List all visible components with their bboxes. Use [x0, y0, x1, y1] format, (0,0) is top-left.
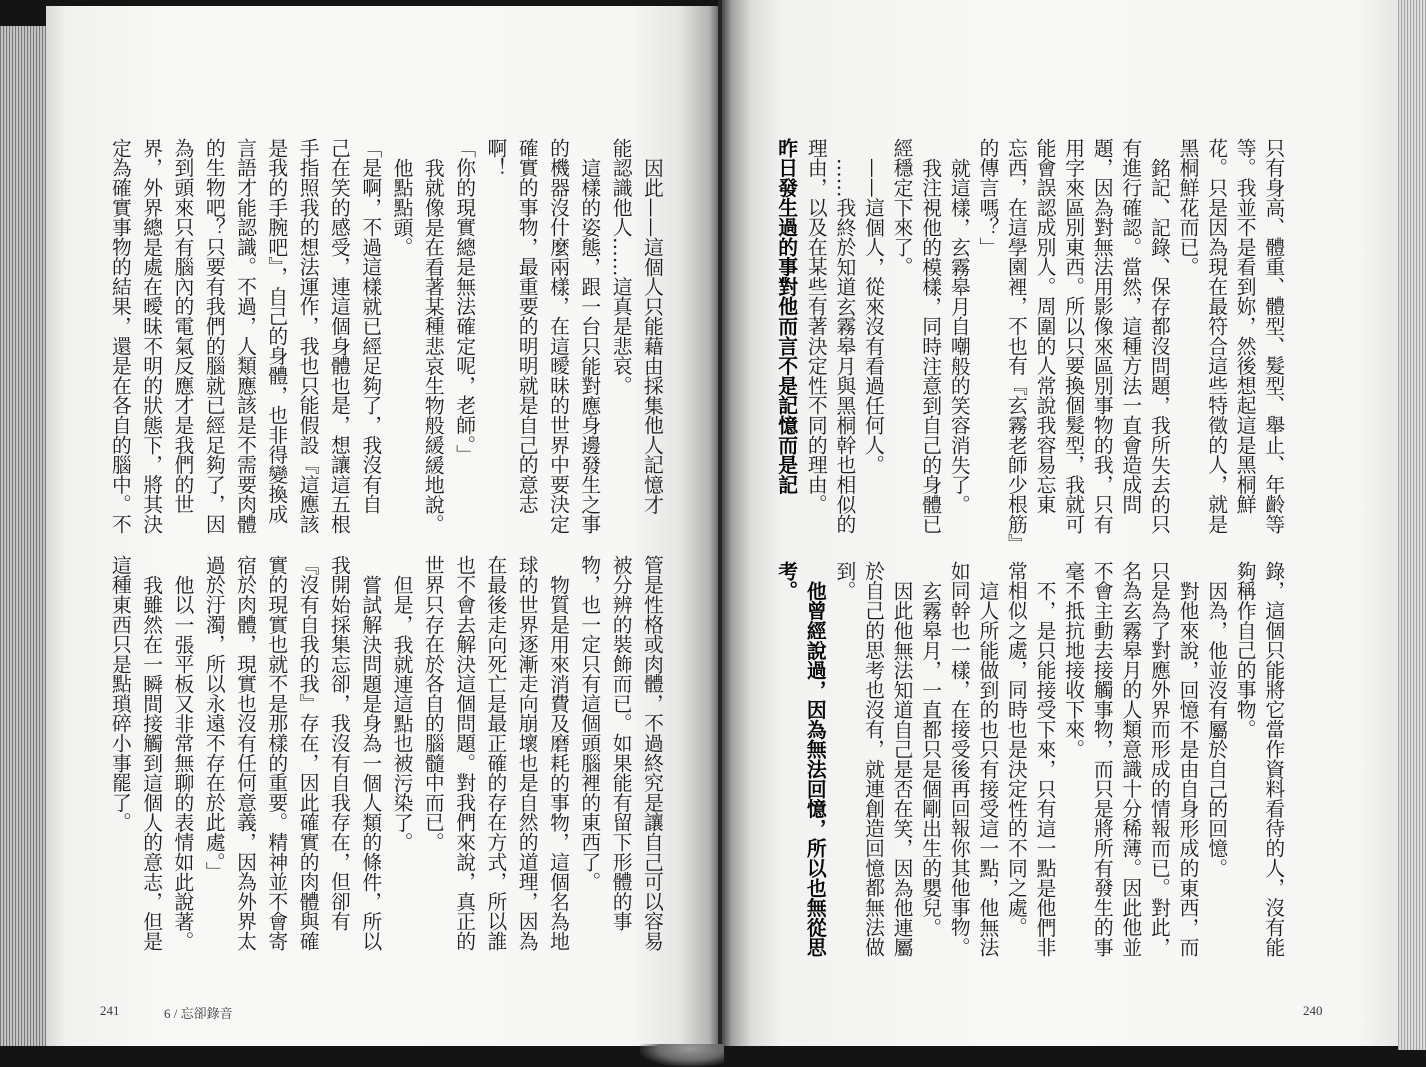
- text-column: 題，因為對無法用影像來區別事物的我，只有: [1090, 138, 1114, 534]
- text-column: 過於汙濁，所以永遠不存在於此處。」: [202, 555, 226, 882]
- text-column: 我開始採集忘卻，我沒有自我存在，但卻有: [327, 555, 351, 932]
- text-column: 嘗試解決問題是身為一個人類的條件，所以: [358, 574, 382, 951]
- text-column: 手指照我的想法運作，我也只能假設『這應該: [296, 138, 320, 534]
- text-column: 他點點頭。: [390, 157, 414, 257]
- text-column: 黑桐鮮花而已。: [1176, 138, 1200, 277]
- text-column: 「是啊，不過這樣就已經足夠了，我沒有自: [358, 138, 382, 515]
- text-column: 到。: [832, 561, 856, 601]
- right-page: [721, 0, 1398, 1046]
- text-column: 忘西，在這學園裡，不也有『玄霧老師少根筋』: [1004, 138, 1028, 554]
- text-column: 這種東西只是點瑣碎小事罷了。: [108, 555, 132, 833]
- text-column: 管是性格或肉體，不過終究是讓自己可以容易: [640, 555, 664, 951]
- text-column: 昨日發生過的事對他而言不是記憶而是記: [774, 138, 799, 495]
- page-number: 240: [1303, 1003, 1323, 1018]
- text-column: ——這個人，從來沒有看過任何人。: [861, 157, 885, 475]
- text-column: 不會主動去接觸事物，而只是將所有發生的事: [1090, 561, 1114, 957]
- left-page: [46, 6, 720, 1046]
- text-column: 物質是用來消費及磨耗的事物，這個名為地: [546, 574, 570, 951]
- text-column: 考。: [774, 561, 799, 601]
- text-column: 如同幹也一樣，在接受後再回報你其他事物。: [947, 561, 971, 957]
- text-column: 定為確實事物的結果，還是在各自的腦中。不: [108, 138, 132, 534]
- text-column: 確實的事物，最重要的明明就是自己的意志: [515, 138, 539, 515]
- text-column: 因為，他並沒有屬於自己的回憶。: [1204, 580, 1228, 878]
- text-column: 也不會去解決這個問題。對我們來說，真正的: [452, 555, 476, 951]
- text-column: 常相似之處，同時也是決定性的不同之處。: [1004, 561, 1028, 938]
- text-column: 「你的現實總是無法確定呢，老師。」: [452, 138, 476, 465]
- lower-tier: [104, 555, 667, 985]
- text-column: 夠稱作自己的事物。: [1233, 561, 1257, 740]
- text-column: 物，也一定只有這個頭腦裡的東西了。: [577, 555, 601, 892]
- text-column: 啊！: [483, 138, 507, 178]
- text-column: 被分辨的裝飾而已。如果能有留下形體的事: [609, 555, 633, 932]
- text-column: 有進行確認。當然，這種方法一直會造成問: [1118, 138, 1142, 515]
- text-column: 在最後走向死亡是最正確的存在方式，所以誰: [483, 555, 507, 951]
- text-column: 的傳言嗎？」: [975, 138, 999, 257]
- text-column: 等。我並不是看到妳，然後想起這是黑桐鮮: [1233, 138, 1257, 515]
- text-column: 對他來說，回憶不是由自身形成的東西，而: [1176, 580, 1200, 957]
- text-column: 名為玄霧皋月的人類意識十分稀薄。因此他並: [1118, 561, 1142, 957]
- text-column: 這樣的姿態，跟一台只能對應身邊發生之事: [577, 157, 601, 534]
- text-column: 錄，這個只能將它當作資料看待的人，沒有能: [1261, 561, 1285, 957]
- text-column: 只有身高、體重、體型、髮型、舉止、年齡等: [1261, 138, 1285, 534]
- text-column: ……我終於知道玄霧皋月與黑桐幹也相似的: [832, 157, 856, 534]
- lower-tier: [772, 561, 1287, 991]
- text-column: 為到頭來只有腦內的電氣反應才是我們的世: [170, 138, 194, 515]
- page-stack-edge-right: [1398, 0, 1426, 1050]
- text-column: 球的世界逐漸走向崩壞也是自然的道理，因為: [515, 555, 539, 951]
- text-column: 花。只是因為現在最符合這些特徵的人，就是: [1204, 138, 1228, 534]
- gutter-shadow: [718, 0, 722, 1048]
- text-column: 『沒有自我的我』存在，因此確實的肉體與確: [296, 555, 320, 951]
- text-column: 銘記、記錄、保存都沒問題，我所失去的只: [1147, 157, 1171, 534]
- text-column: 界，外界總是處在曖昧不明的狀態下，將其決: [139, 138, 163, 534]
- text-column: 但是，我就連這點也被污染了。: [390, 574, 414, 852]
- text-column: 的生物吧？只要有我們的腦就已經足夠了，因: [202, 138, 226, 534]
- text-column: 用字來區別東西。所以只要換個髮型，我就可: [1061, 138, 1085, 534]
- text-column: 毫不抵抗地接收下來。: [1061, 561, 1085, 759]
- text-column: 理由，以及在某些有著決定性不同的理由。: [804, 138, 828, 515]
- upper-tier: [772, 138, 1287, 568]
- text-column: 我雖然在一瞬間接觸到這個人的意志，但是: [139, 574, 163, 951]
- text-column: 能認識他人……這真是悲哀。: [609, 138, 633, 396]
- text-column: 因此——這個人只能藉由採集他人記憶才: [640, 157, 664, 514]
- text-column: 他曾經說過，因為無法回憶，所以也無從思: [803, 580, 828, 957]
- text-column: 他以一張平板又非常無聊的表情如此說著。: [170, 574, 194, 951]
- text-column: 這人所能做到的也只有接受這一點，他無法: [975, 580, 999, 957]
- upper-tier: [104, 138, 667, 568]
- text-column: 我注視他的模樣，同時注意到自己的身體已: [918, 157, 942, 534]
- text-column: 宿於肉體，現實也沒有任何意義，因為外界太: [233, 555, 257, 951]
- text-column: 就這樣，玄霧皋月自嘲般的笑容消失了。: [947, 157, 971, 515]
- text-column: 能會誤認成別人。周圍的人常說我容易忘東: [1033, 138, 1057, 515]
- text-column: 不，是只能接受下來，只有這一點是他們非: [1033, 580, 1057, 957]
- text-column: 己在笑的感受，連這個身體也是，想讓這五根: [327, 138, 351, 534]
- text-column: 我就像是在看著某種悲哀生物般緩緩地說。: [421, 157, 445, 534]
- text-column: 只是為了對應外界而形成的情報而已。對此，: [1147, 561, 1171, 957]
- text-column: 經穩定下來了。: [890, 138, 914, 277]
- running-head: 6 / 忘卻錄音: [164, 1006, 233, 1021]
- binding-scrap: [640, 1044, 724, 1067]
- text-column: 的機器沒什麼兩樣，在這曖昧的世界中要決定: [546, 138, 570, 534]
- text-column: 玄霧皋月，一直都只是個剛出生的嬰兒。: [918, 580, 942, 938]
- text-column: 於自己的思考也沒有，就連創造回憶都無法做: [861, 561, 885, 957]
- text-column: 實的現實也就不是那樣的重要。精神並不會寄: [264, 555, 288, 951]
- text-column: 世界只存在於各自的腦髓中而已。: [421, 555, 445, 852]
- page-number: 241: [100, 1003, 120, 1018]
- text-column: 言語才能認識。不過，人類應該是不需要肉體: [233, 138, 257, 534]
- text-column: 是我的手腕吧』，自己的身體，也非得變換成: [264, 138, 288, 524]
- text-column: 因此他無法知道自己是否在笑，因為他連屬: [890, 580, 914, 957]
